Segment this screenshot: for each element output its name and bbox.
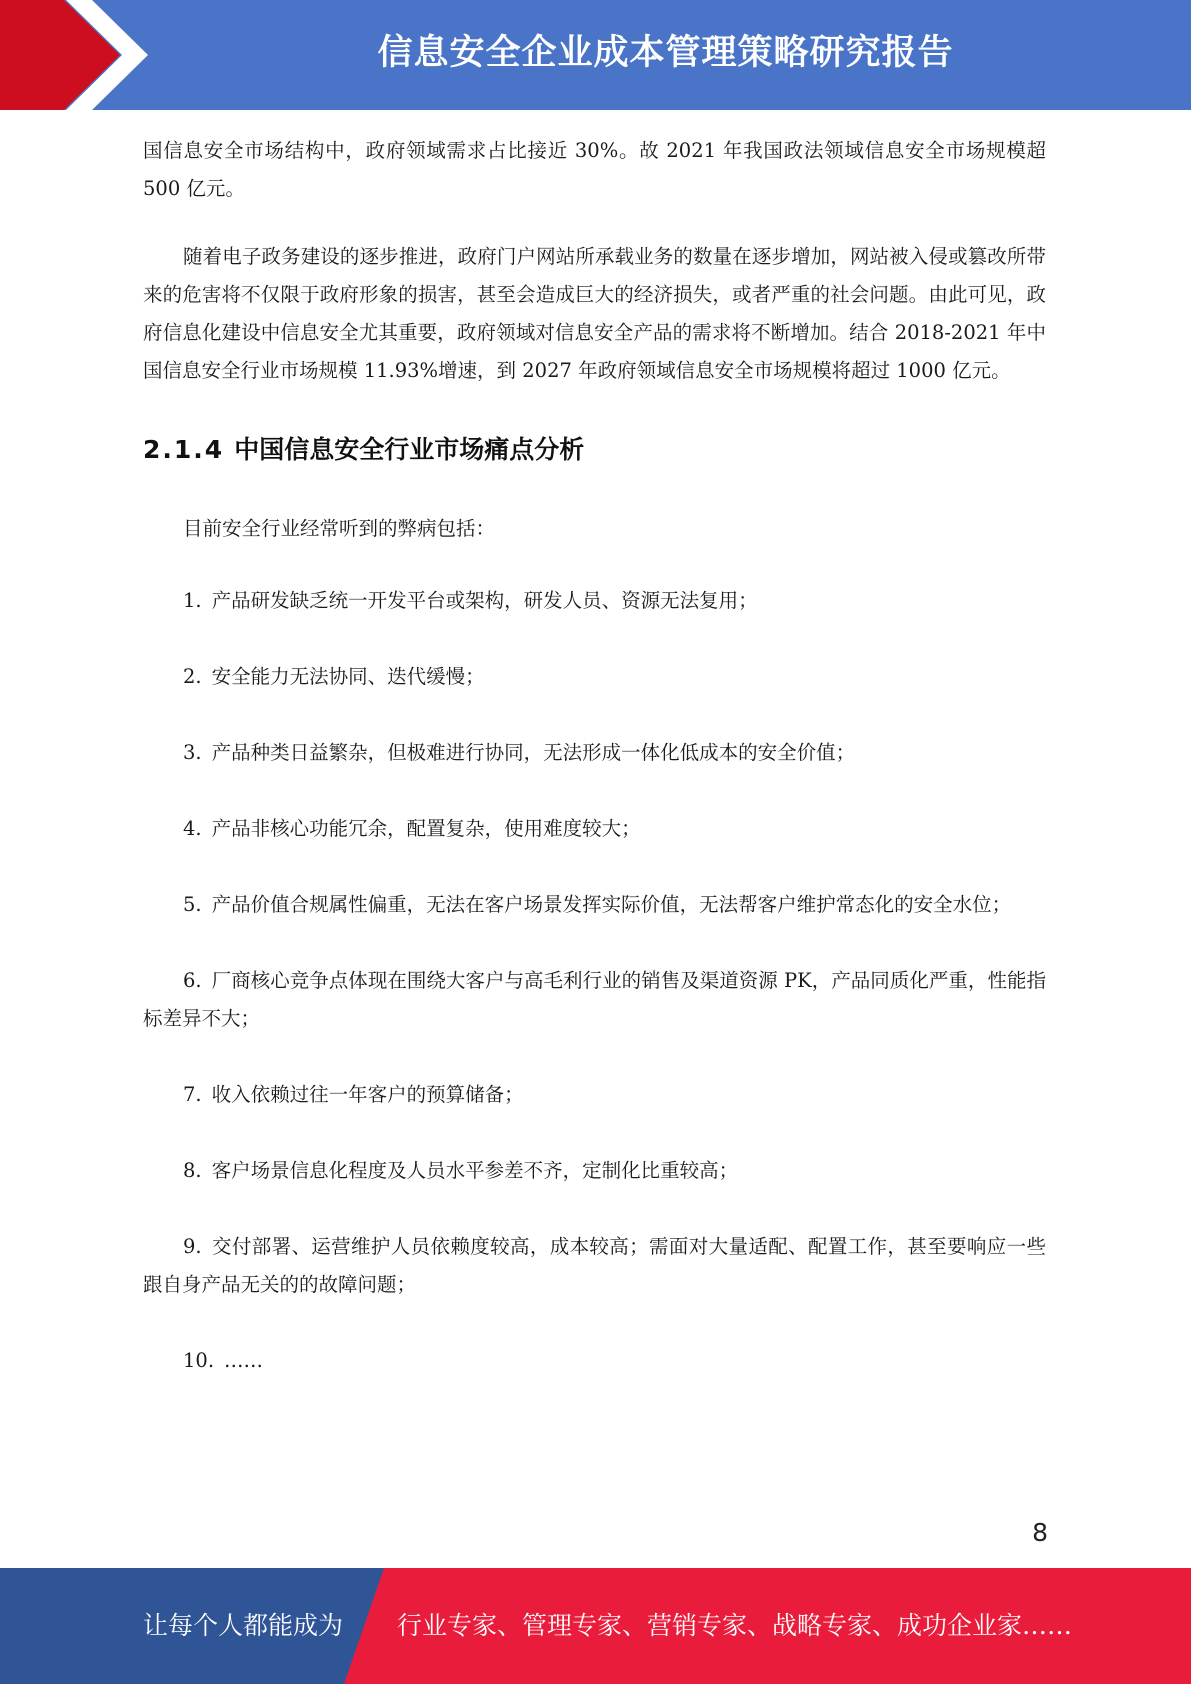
list-item-text: 客户场景信息化程度及人员水平参差不齐，定制化比重较高；: [211, 1159, 739, 1182]
list-item-number: 5.: [183, 893, 202, 916]
list-item: [143, 810, 1046, 848]
list-item-text: 厂商核心竞争点体现在围绕大客户与高毛利行业的销售及渠道资源 PK，产品同质化严重，性能指标差异不大；: [143, 969, 1046, 1030]
report-title: 信息安全企业成本管理策略研究报告: [377, 33, 954, 73]
list-item: [143, 582, 1046, 620]
list-item-number: 4.: [183, 817, 202, 840]
list-item-text: 安全能力无法协同、迭代缓慢；: [211, 665, 485, 688]
page-number: 8: [1032, 1518, 1048, 1547]
list-item-number: 9.: [183, 1235, 202, 1258]
list-item-number: 1.: [183, 589, 202, 612]
paragraph-e-government: 随着电子政务建设的逐步推进，政府门户网站所承载业务的数量在逐步增加，网站被入侵或篡改所带来的危害将不仅限于政府形象的损害，甚至会造成巨大的经济损失，或者严重的社会问题。由此可见，政府信息化建设中信息安全尤其重要，政府领域对信息安全产品的需求将不断增加。结合 2018-2021 年中国信息安全行业市场规模 11.93%增速，到 2027 年政府领域信息安全市场规模将超过 1000 亿元。: [143, 245, 1046, 382]
page-body: [143, 132, 1046, 1418]
footer-slogan-right: 行业专家、管理专家、营销专家、战略专家、成功企业家……: [397, 1611, 1073, 1640]
list-item: [143, 1152, 1046, 1190]
list-item: [143, 886, 1046, 924]
list-item-number: 7.: [183, 1083, 202, 1106]
list-item: [143, 1228, 1046, 1304]
paragraph-continued: 国信息安全市场结构中，政府领域需求占比接近 30%。故 2021 年我国政法领域信息安全市场规模超 500 亿元。: [143, 139, 1046, 200]
list-item-text: 产品非核心功能冗余，配置复杂，使用难度较大；: [211, 817, 641, 840]
page-footer: [0, 1568, 1191, 1684]
pain-points-list: [143, 582, 1046, 1380]
list-item-text: 收入依赖过往一年客户的预算储备；: [211, 1083, 524, 1106]
list-item-text: 产品种类日益繁杂，但极难进行协同，无法形成一体化低成本的安全价值；: [211, 741, 856, 764]
header-arrow-decoration: [0, 0, 160, 110]
section-number: 2.1.4: [143, 435, 225, 464]
list-item-number: 2.: [183, 665, 202, 688]
list-item-text: 交付部署、运营维护人员依赖度较高，成本较高；需面对大量适配、配置工作，甚至要响应一些跟自身产品无关的的故障问题；: [143, 1235, 1046, 1296]
list-item: [143, 962, 1046, 1038]
list-item-text: 产品研发缺乏统一开发平台或架构，研发人员、资源无法复用；: [211, 589, 758, 612]
list-item-number: 6.: [183, 969, 202, 992]
list-item-text: 产品价值合规属性偏重，无法在客户场景发挥实际价值，无法帮客户维护常态化的安全水位；: [211, 893, 1012, 916]
pain-points-intro: 目前安全行业经常听到的弊病包括：: [183, 517, 496, 540]
footer-slogan-left: 让每个人都能成为: [143, 1611, 344, 1640]
list-item: [143, 734, 1046, 772]
list-item-text: ……: [224, 1349, 264, 1372]
section-title: 中国信息安全行业市场痛点分析: [234, 435, 585, 464]
list-item: [143, 1076, 1046, 1114]
section-heading: [143, 430, 1046, 470]
list-item-number: 3.: [183, 741, 202, 764]
page-header: [0, 0, 1191, 110]
list-item: [143, 1342, 1046, 1380]
list-item: [143, 658, 1046, 696]
list-item-number: 8.: [183, 1159, 202, 1182]
list-item-number: 10.: [183, 1349, 215, 1372]
